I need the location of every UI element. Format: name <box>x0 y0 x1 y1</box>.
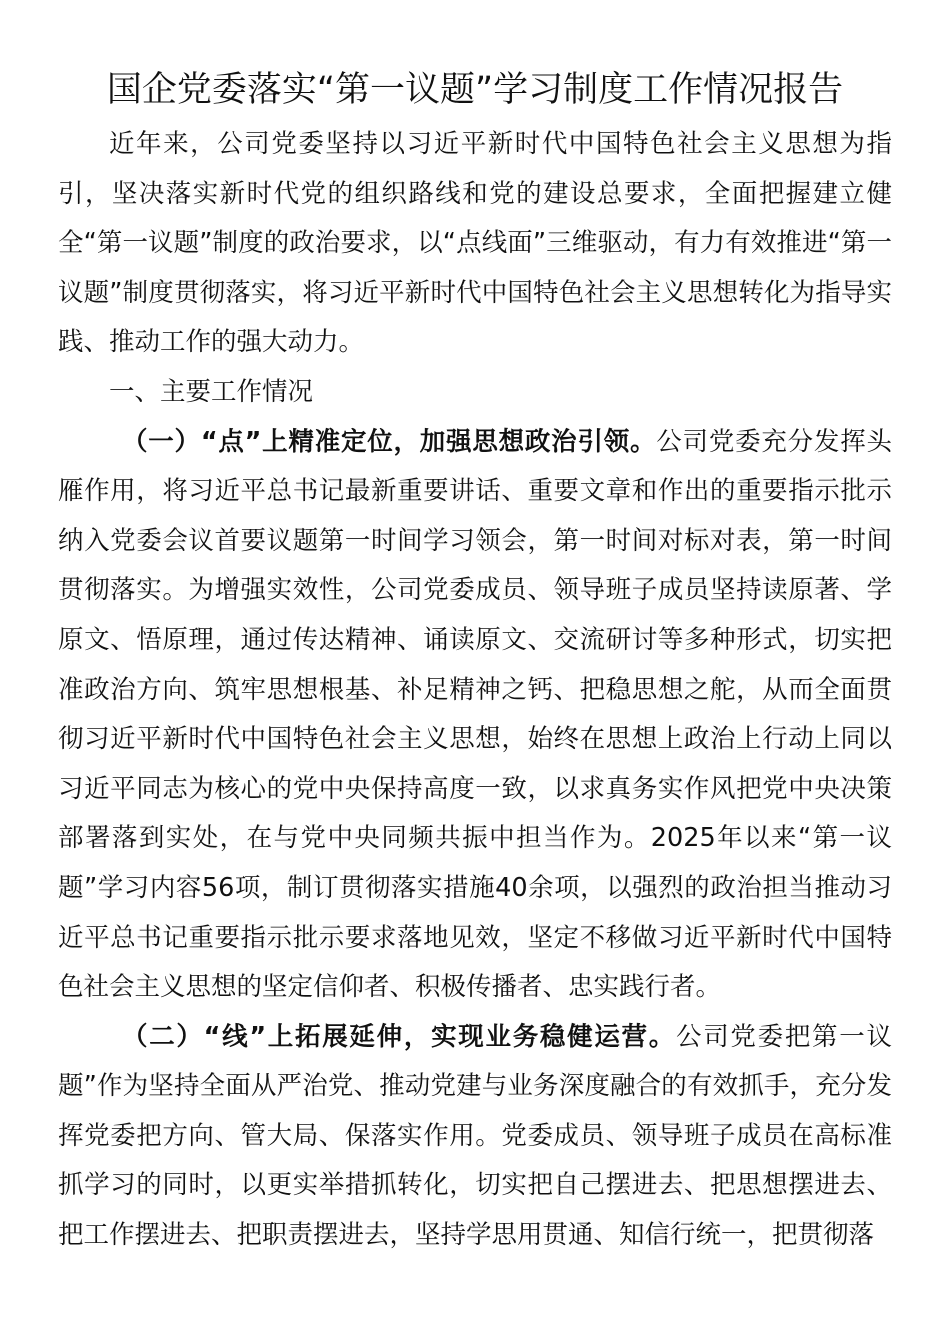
section-heading: 一、主要工作情况 <box>109 376 314 407</box>
item-1-body: 公司党委充分发挥头雁作用，将习近平总书记最新重要讲话、重要文章和作出的重要指示批示纳入党委会议首要议题第一时间学习领会，第一时间对标对表，第一时间贯彻落实。为增强实效性，公司党委成员、领导班子成员坚持读原著、学原文、悟原理，通过传达精神、诵读原文、交流研讨等多种形式，切实把准政治方向、筑牢思想根基、补足精神之钙、把稳思想之舵，从而全面贯彻习近平新时代中国特色社会主义思想，始终在思想上政治上行动上同以习近平同志为核心的党中央保持高度一致，以求真务实作风把党中央决策部署落到实处，在与党中央同频共振中担当作为。2025年以来“第一议题”学习内容56项，制订贯彻落实措施40余项，以强烈的政治担当推动习近平总书记重要指示批示要求落地见效，坚定不移做习近平新时代中国特色社会主义思想的坚定信仰者、积极传播者、忠实践行者。 <box>58 426 892 1003</box>
item-2-lead: （二）“线”上拓展延伸，实现业务稳健运营。 <box>122 1021 676 1052</box>
item-1-lead: （一）“点”上精准定位，加强思想政治引领。 <box>122 426 657 457</box>
item-2-paragraph <box>58 1013 892 1261</box>
document-title: 国企党委落实“第一议题”学习制度工作情况报告 <box>106 70 844 110</box>
item-2-body: 公司党委把第一议题”作为坚持全面从严治党、推动党建与业务深度融合的有效抓手，充分发挥党委把方向、管大局、保落实作用。党委成员、领导班子成员在高标准抓学习的同时，以更实举措抓转化，切实把自己摆进去、把思想摆进去、把工作摆进去、把职责摆进去，坚持学思用贯通、知信行统一，把贯彻落 <box>58 1021 892 1251</box>
item-1-paragraph <box>58 418 892 1013</box>
document-page <box>58 62 892 1261</box>
intro-paragraph: 近年来，公司党委坚持以习近平新时代中国特色社会主义思想为指引，坚决落实新时代党的组织路线和党的建设总要求，全面把握建立健全“第一议题”制度的政治要求，以“点线面”三维驱动，有力有效推进“第一议题”制度贯彻落实，将习近平新时代中国特色社会主义思想转化为指导实践、推动工作的强大动力。 <box>58 129 892 358</box>
